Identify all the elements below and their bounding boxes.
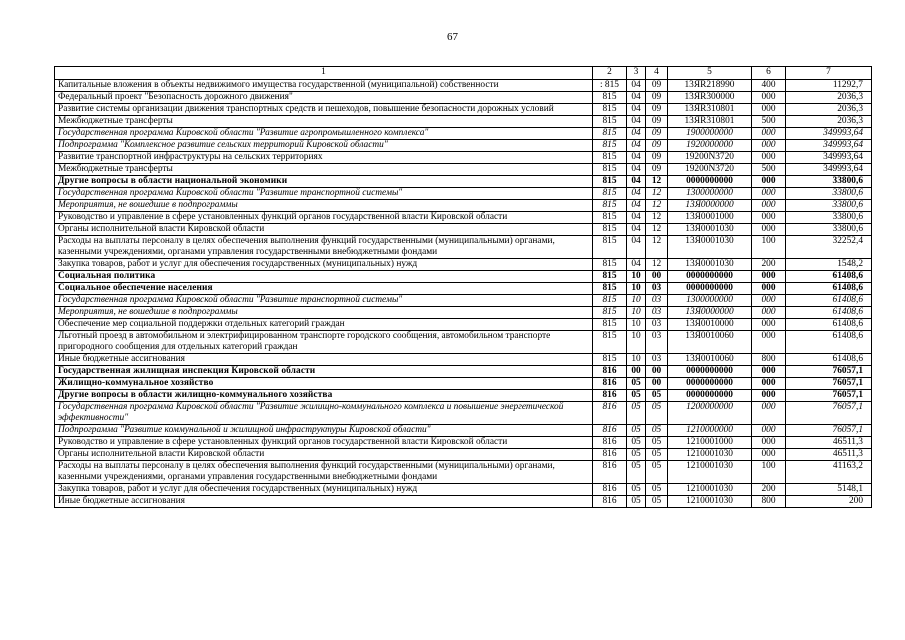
row-target-cell: 13Я0001030	[668, 224, 752, 236]
header-col-2: 2	[593, 67, 627, 80]
header-col-7: 7	[786, 67, 872, 80]
row-subsection-cell: 05	[646, 484, 668, 496]
table-row	[55, 236, 872, 259]
row-target-cell: 1210001000	[668, 437, 752, 449]
table-row	[55, 366, 872, 378]
row-amount-cell: 349993,64	[786, 152, 872, 164]
row-admin-cell: 815	[593, 236, 627, 259]
row-admin-cell: 816	[593, 366, 627, 378]
row-name-cell: Межбюджетные трансферты	[55, 164, 593, 176]
row-subsection-cell: 00	[646, 271, 668, 283]
row-target-cell: 0000000000	[668, 378, 752, 390]
row-section-cell: 10	[627, 295, 646, 307]
row-amount-cell: 33800,6	[786, 224, 872, 236]
row-subsection-cell: 00	[646, 378, 668, 390]
row-target-cell: 13Я0000000	[668, 200, 752, 212]
row-name-cell: Мероприятия, не вошедшие в подпрограммы	[55, 307, 593, 319]
row-target-cell: 13ЯR310801	[668, 104, 752, 116]
row-admin-cell: 816	[593, 449, 627, 461]
table-row	[55, 331, 872, 354]
table-row	[55, 319, 872, 331]
row-type-cell: 000	[752, 331, 786, 354]
row-amount-cell: 61408,6	[786, 295, 872, 307]
row-subsection-cell: 05	[646, 402, 668, 425]
row-target-cell: 0000000000	[668, 176, 752, 188]
row-subsection-cell: 05	[646, 425, 668, 437]
row-section-cell: 05	[627, 402, 646, 425]
row-subsection-cell: 05	[646, 390, 668, 402]
row-name-cell: Капитальные вложения в объекты недвижимого имущества государственной (муниципальной) собственности	[55, 80, 593, 92]
row-admin-cell: 816	[593, 378, 627, 390]
row-admin-cell: 815	[593, 307, 627, 319]
row-name-cell: Обеспечение мер социальной поддержки отдельных категорий граждан	[55, 319, 593, 331]
row-name-cell: Жилищно-коммунальное хозяйство	[55, 378, 593, 390]
row-name-cell: Руководство и управление в сфере установленных функций органов государственной власти Кировской области	[55, 437, 593, 449]
row-admin-cell: 815	[593, 164, 627, 176]
row-amount-cell: 76057,1	[786, 425, 872, 437]
row-section-cell: 04	[627, 140, 646, 152]
row-name-cell: Льготный проезд в автомобильном и электрифицированном транспорте городского сообщения, автомобильном транспорте пригородного сообщения для отдельных категорий граждан	[55, 331, 593, 354]
row-admin-cell: 816	[593, 437, 627, 449]
row-target-cell: 0000000000	[668, 366, 752, 378]
table-row	[55, 259, 872, 271]
row-subsection-cell: 12	[646, 176, 668, 188]
row-admin-cell: 816	[593, 402, 627, 425]
row-name-cell: Государственная жилищная инспекция Кировской области	[55, 366, 593, 378]
row-name-cell: Государственная программа Кировской области "Развитие транспортной системы"	[55, 188, 593, 200]
row-name-cell: Государственная программа Кировской области "Развитие жилищно-коммунального комплекса и повышение энергетической эффективности"	[55, 402, 593, 425]
table-header-row	[55, 67, 872, 80]
row-type-cell: 000	[752, 152, 786, 164]
row-target-cell: 13Я0010060	[668, 354, 752, 366]
row-admin-cell: 815	[593, 212, 627, 224]
row-target-cell: 13Я0001000	[668, 212, 752, 224]
row-admin-cell: 815	[593, 200, 627, 212]
row-section-cell: 05	[627, 425, 646, 437]
row-type-cell: 000	[752, 449, 786, 461]
table-row	[55, 140, 872, 152]
row-amount-cell: 46511,3	[786, 449, 872, 461]
row-admin-cell: 815	[593, 140, 627, 152]
row-type-cell: 800	[752, 496, 786, 508]
row-admin-cell: 816	[593, 484, 627, 496]
row-name-cell: Расходы на выплаты персоналу в целях обеспечения выполнения функций государственными (муниципальными) органами, казенными учреждениями, органами управления государственными внебюджетными фондами	[55, 236, 593, 259]
row-amount-cell: 1548,2	[786, 259, 872, 271]
row-amount-cell: 200	[786, 496, 872, 508]
row-target-cell: 1920000000	[668, 140, 752, 152]
row-target-cell: 13Я0010000	[668, 319, 752, 331]
row-section-cell: 10	[627, 283, 646, 295]
row-type-cell: 200	[752, 484, 786, 496]
row-admin-cell: 815	[593, 176, 627, 188]
row-target-cell: 1210001030	[668, 484, 752, 496]
table-row	[55, 283, 872, 295]
row-target-cell: 1300000000	[668, 188, 752, 200]
row-section-cell: 04	[627, 116, 646, 128]
row-subsection-cell: 09	[646, 104, 668, 116]
row-admin-cell: : 815	[593, 80, 627, 92]
row-amount-cell: 76057,1	[786, 378, 872, 390]
row-subsection-cell: 03	[646, 307, 668, 319]
row-section-cell: 05	[627, 496, 646, 508]
row-name-cell: Развитие системы организации движения транспортных средств и пешеходов, повышение безопасности дорожных условий	[55, 104, 593, 116]
row-admin-cell: 816	[593, 496, 627, 508]
row-name-cell: Иные бюджетные ассигнования	[55, 354, 593, 366]
row-section-cell: 00	[627, 366, 646, 378]
row-admin-cell: 815	[593, 104, 627, 116]
row-subsection-cell: 03	[646, 319, 668, 331]
row-type-cell: 000	[752, 271, 786, 283]
table-row	[55, 92, 872, 104]
table-row	[55, 188, 872, 200]
row-amount-cell: 76057,1	[786, 402, 872, 425]
header-col-4: 4	[646, 67, 668, 80]
row-section-cell: 10	[627, 271, 646, 283]
table-row	[55, 461, 872, 484]
row-amount-cell: 41163,2	[786, 461, 872, 484]
row-subsection-cell: 09	[646, 164, 668, 176]
row-type-cell: 000	[752, 104, 786, 116]
row-subsection-cell: 00	[646, 366, 668, 378]
table-row	[55, 496, 872, 508]
table-row	[55, 164, 872, 176]
row-target-cell: 19200N3720	[668, 152, 752, 164]
row-section-cell: 05	[627, 378, 646, 390]
row-subsection-cell: 05	[646, 496, 668, 508]
row-subsection-cell: 03	[646, 331, 668, 354]
row-target-cell: 0000000000	[668, 390, 752, 402]
row-type-cell: 000	[752, 437, 786, 449]
row-amount-cell: 33800,6	[786, 200, 872, 212]
row-admin-cell: 815	[593, 152, 627, 164]
row-name-cell: Развитие транспортной инфраструктуры на сельских территориях	[55, 152, 593, 164]
row-type-cell: 000	[752, 378, 786, 390]
row-name-cell: Государственная программа Кировской области "Развитие транспортной системы"	[55, 295, 593, 307]
row-amount-cell: 61408,6	[786, 307, 872, 319]
row-subsection-cell: 12	[646, 224, 668, 236]
row-type-cell: 000	[752, 140, 786, 152]
row-subsection-cell: 09	[646, 80, 668, 92]
row-amount-cell: 2036,3	[786, 116, 872, 128]
row-target-cell: 13Я0010060	[668, 331, 752, 354]
row-type-cell: 400	[752, 80, 786, 92]
row-section-cell: 04	[627, 188, 646, 200]
row-target-cell: 19200N3720	[668, 164, 752, 176]
row-type-cell: 000	[752, 425, 786, 437]
row-name-cell: Мероприятия, не вошедшие в подпрограммы	[55, 200, 593, 212]
row-admin-cell: 816	[593, 425, 627, 437]
row-type-cell: 000	[752, 319, 786, 331]
row-section-cell: 10	[627, 319, 646, 331]
row-amount-cell: 349993,64	[786, 164, 872, 176]
row-section-cell: 04	[627, 128, 646, 140]
row-amount-cell: 61408,6	[786, 271, 872, 283]
row-target-cell: 1300000000	[668, 295, 752, 307]
row-section-cell: 04	[627, 152, 646, 164]
row-name-cell: Иные бюджетные ассигнования	[55, 496, 593, 508]
row-type-cell: 500	[752, 164, 786, 176]
table-row	[55, 449, 872, 461]
row-type-cell: 000	[752, 402, 786, 425]
row-amount-cell: 76057,1	[786, 366, 872, 378]
table-row	[55, 128, 872, 140]
row-type-cell: 100	[752, 461, 786, 484]
row-type-cell: 200	[752, 259, 786, 271]
row-target-cell: 1210001030	[668, 496, 752, 508]
header-col-3: 3	[627, 67, 646, 80]
row-admin-cell: 815	[593, 283, 627, 295]
row-type-cell: 000	[752, 176, 786, 188]
table-row	[55, 80, 872, 92]
row-type-cell: 000	[752, 295, 786, 307]
row-amount-cell: 349993,64	[786, 128, 872, 140]
row-target-cell: 0000000000	[668, 271, 752, 283]
row-amount-cell: 61408,6	[786, 331, 872, 354]
table-row	[55, 104, 872, 116]
row-target-cell: 13ЯR300000	[668, 92, 752, 104]
row-admin-cell: 815	[593, 271, 627, 283]
row-subsection-cell: 12	[646, 188, 668, 200]
row-admin-cell: 815	[593, 331, 627, 354]
row-section-cell: 04	[627, 164, 646, 176]
row-name-cell: Социальная политика	[55, 271, 593, 283]
table-row	[55, 437, 872, 449]
row-admin-cell: 815	[593, 92, 627, 104]
row-section-cell: 04	[627, 212, 646, 224]
table-row	[55, 224, 872, 236]
table-row	[55, 390, 872, 402]
row-type-cell: 000	[752, 390, 786, 402]
table-row	[55, 484, 872, 496]
row-subsection-cell: 12	[646, 200, 668, 212]
table-row	[55, 402, 872, 425]
row-name-cell: Руководство и управление в сфере установленных функций органов государственной власти Кировской области	[55, 212, 593, 224]
row-subsection-cell: 12	[646, 236, 668, 259]
row-subsection-cell: 05	[646, 437, 668, 449]
row-section-cell: 04	[627, 259, 646, 271]
row-target-cell: 13Я0000000	[668, 307, 752, 319]
row-target-cell: 1200000000	[668, 402, 752, 425]
table-row	[55, 271, 872, 283]
row-name-cell: Органы исполнительной власти Кировской области	[55, 449, 593, 461]
row-section-cell: 04	[627, 200, 646, 212]
table-row	[55, 176, 872, 188]
row-type-cell: 000	[752, 366, 786, 378]
row-type-cell: 000	[752, 224, 786, 236]
header-col-5: 5	[668, 67, 752, 80]
row-name-cell: Государственная программа Кировской области "Развитие агропромышленного комплекса"	[55, 128, 593, 140]
page-number: 67	[447, 31, 458, 43]
row-amount-cell: 2036,3	[786, 104, 872, 116]
row-name-cell: Социальное обеспечение населения	[55, 283, 593, 295]
table-row	[55, 200, 872, 212]
table-row	[55, 354, 872, 366]
row-type-cell: 100	[752, 236, 786, 259]
row-amount-cell: 2036,3	[786, 92, 872, 104]
row-target-cell: 1210001030	[668, 461, 752, 484]
row-amount-cell: 61408,6	[786, 354, 872, 366]
row-type-cell: 000	[752, 212, 786, 224]
row-section-cell: 05	[627, 461, 646, 484]
row-subsection-cell: 09	[646, 140, 668, 152]
row-amount-cell: 61408,6	[786, 283, 872, 295]
row-subsection-cell: 03	[646, 354, 668, 366]
row-type-cell: 000	[752, 200, 786, 212]
row-name-cell: Другие вопросы в области национальной экономики	[55, 176, 593, 188]
table-row	[55, 152, 872, 164]
row-section-cell: 04	[627, 104, 646, 116]
row-subsection-cell: 09	[646, 116, 668, 128]
row-section-cell: 05	[627, 484, 646, 496]
row-type-cell: 000	[752, 128, 786, 140]
row-target-cell: 13ЯR310801	[668, 116, 752, 128]
row-admin-cell: 815	[593, 319, 627, 331]
row-type-cell: 000	[752, 188, 786, 200]
row-subsection-cell: 12	[646, 212, 668, 224]
row-type-cell: 000	[752, 92, 786, 104]
row-target-cell: 1210001030	[668, 449, 752, 461]
row-subsection-cell: 09	[646, 152, 668, 164]
row-admin-cell: 815	[593, 259, 627, 271]
row-subsection-cell: 05	[646, 449, 668, 461]
row-amount-cell: 11292,7	[786, 80, 872, 92]
row-type-cell: 500	[752, 116, 786, 128]
row-section-cell: 05	[627, 437, 646, 449]
row-amount-cell: 33800,6	[786, 176, 872, 188]
row-name-cell: Подпрограмма "Развитие коммунальной и жилищной инфраструктуры Кировской области"	[55, 425, 593, 437]
header-col-1: 1	[55, 67, 593, 80]
row-name-cell: Закупка товаров, работ и услуг для обеспечения государственных (муниципальных) нужд	[55, 484, 593, 496]
table-body	[55, 80, 872, 508]
row-section-cell: 04	[627, 92, 646, 104]
row-amount-cell: 33800,6	[786, 212, 872, 224]
row-target-cell: 13ЯR218990	[668, 80, 752, 92]
row-section-cell: 10	[627, 307, 646, 319]
row-admin-cell: 815	[593, 224, 627, 236]
row-target-cell: 13Я0001030	[668, 259, 752, 271]
row-amount-cell: 61408,6	[786, 319, 872, 331]
row-subsection-cell: 05	[646, 461, 668, 484]
table-row	[55, 378, 872, 390]
header-col-6: 6	[752, 67, 786, 80]
row-admin-cell: 815	[593, 116, 627, 128]
row-name-cell: Межбюджетные трансферты	[55, 116, 593, 128]
row-name-cell: Органы исполнительной власти Кировской области	[55, 224, 593, 236]
row-section-cell: 10	[627, 354, 646, 366]
row-subsection-cell: 09	[646, 128, 668, 140]
row-admin-cell: 815	[593, 354, 627, 366]
row-subsection-cell: 03	[646, 283, 668, 295]
row-amount-cell: 32252,4	[786, 236, 872, 259]
row-type-cell: 000	[752, 307, 786, 319]
table-row	[55, 307, 872, 319]
row-amount-cell: 5148,1	[786, 484, 872, 496]
row-admin-cell: 816	[593, 390, 627, 402]
row-subsection-cell: 12	[646, 259, 668, 271]
row-section-cell: 04	[627, 80, 646, 92]
row-admin-cell: 816	[593, 461, 627, 484]
row-section-cell: 04	[627, 176, 646, 188]
row-name-cell: Подпрограмма "Комплексное развитие сельских территорий Кировской области"	[55, 140, 593, 152]
row-name-cell: Расходы на выплаты персоналу в целях обеспечения выполнения функций государственными (муниципальными) органами, казенными учреждениями, органами управления государственными внебюджетными фондами	[55, 461, 593, 484]
table-row	[55, 425, 872, 437]
row-name-cell: Федеральный проект "Безопасность дорожного движения"	[55, 92, 593, 104]
row-admin-cell: 815	[593, 188, 627, 200]
budget-table	[54, 66, 872, 508]
row-target-cell: 13Я0001030	[668, 236, 752, 259]
row-section-cell: 05	[627, 449, 646, 461]
row-section-cell: 04	[627, 224, 646, 236]
row-type-cell: 000	[752, 283, 786, 295]
row-admin-cell: 815	[593, 128, 627, 140]
row-name-cell: Другие вопросы в области жилищно-коммунального хозяйства	[55, 390, 593, 402]
row-section-cell: 04	[627, 236, 646, 259]
row-amount-cell: 349993,64	[786, 140, 872, 152]
row-type-cell: 800	[752, 354, 786, 366]
row-target-cell: 0000000000	[668, 283, 752, 295]
row-subsection-cell: 09	[646, 92, 668, 104]
row-section-cell: 10	[627, 331, 646, 354]
table-row	[55, 212, 872, 224]
table-row	[55, 116, 872, 128]
row-subsection-cell: 03	[646, 295, 668, 307]
row-section-cell: 05	[627, 390, 646, 402]
row-amount-cell: 76057,1	[786, 390, 872, 402]
row-target-cell: 1210000000	[668, 425, 752, 437]
row-target-cell: 1900000000	[668, 128, 752, 140]
row-amount-cell: 46511,3	[786, 437, 872, 449]
row-name-cell: Закупка товаров, работ и услуг для обеспечения государственных (муниципальных) нужд	[55, 259, 593, 271]
table-row	[55, 295, 872, 307]
row-amount-cell: 33800,6	[786, 188, 872, 200]
row-admin-cell: 815	[593, 295, 627, 307]
